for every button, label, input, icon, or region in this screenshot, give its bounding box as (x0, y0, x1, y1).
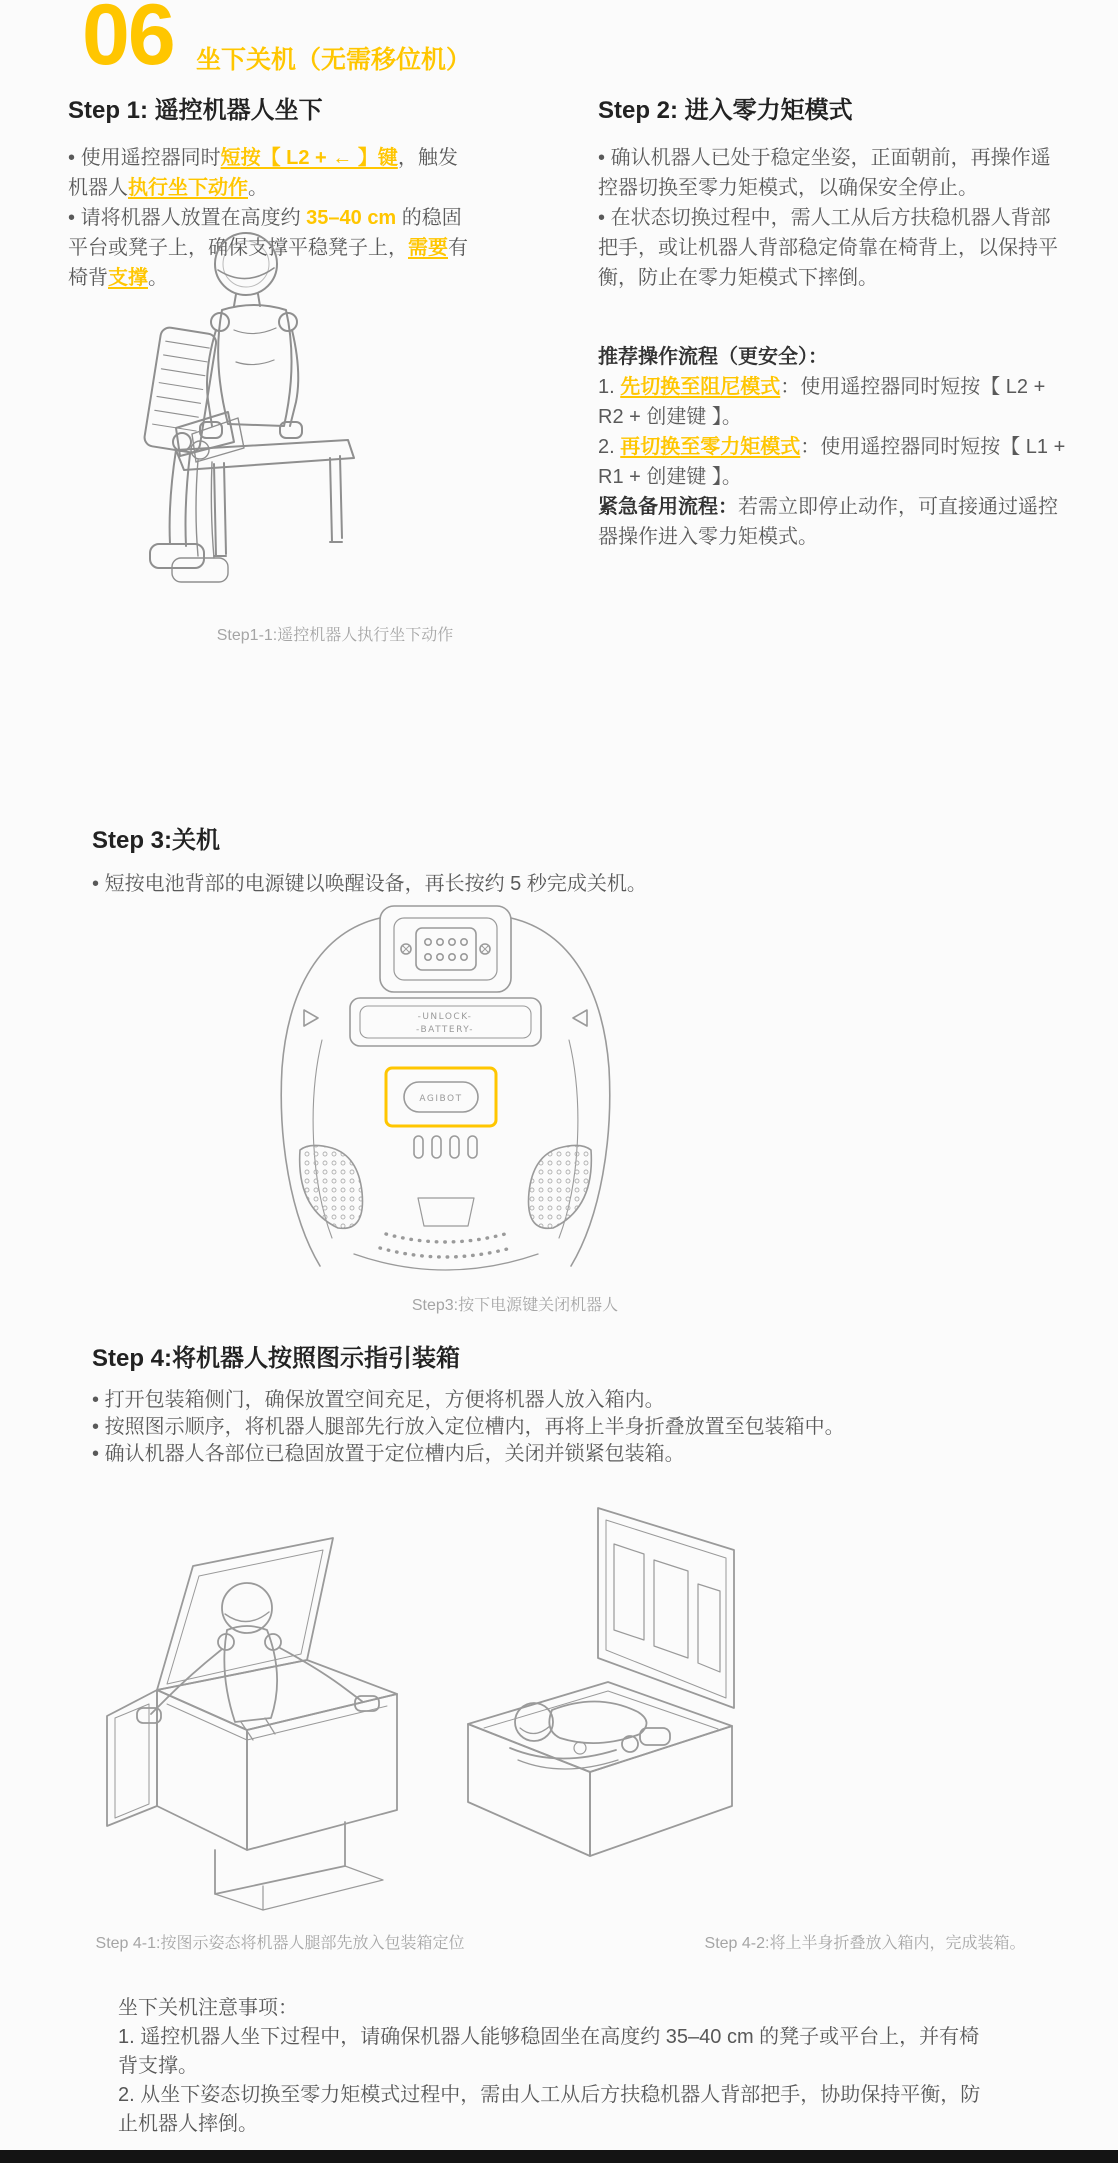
step1-b1-seg2: ，触发机器人 (68, 147, 458, 199)
left-arrow-mark (304, 1010, 318, 1026)
notes-section (118, 1994, 998, 2139)
step1-title: Step 1: 遥控机器人坐下 (68, 97, 323, 124)
page-title: 坐下关机（无需移位机） (196, 46, 472, 74)
notes-item-2: 2. 从坐下姿态切换至零力矩模式过程中，需由人工从后方扶稳机器人背部把手，协助保持平衡，防止机器人摔倒。 (118, 2084, 981, 2135)
foam-cutout (698, 1584, 720, 1672)
step1-b2-seg2: 的稳固平台或凳子上，确保支撑平稳凳子上， (68, 207, 462, 259)
crate-lid (157, 1538, 333, 1690)
step4-b1-text: 打开包装箱侧门，确保放置空间充足，方便将机器人放入箱内。 (104, 1389, 665, 1411)
foam-cutout (654, 1560, 688, 1658)
flow-emergency-label: 紧急备用流程： (598, 496, 738, 518)
notes-item-1: 1. 遥控机器人坐下过程中，请确保机器人能够稳固坐在高度约 35–40 cm 的凳子或平台上，并有椅背支撑。 (118, 2026, 980, 2077)
step4-1-caption: Step 4-1:按图示姿态将机器人腿部先放入包装箱定位 (95, 1935, 465, 1952)
step1-b1-seg0: 使用遥控器同时 (80, 147, 221, 169)
robot-leg-folded (510, 1748, 616, 1759)
step4-2-caption: Step 4-2:将上半身折叠放入箱内，完成装箱。 (704, 1935, 1026, 1952)
flow-i1-num: 1. (598, 376, 621, 398)
robot-head-folded (515, 1703, 553, 1741)
step3-section (92, 820, 992, 899)
step3-title: Step 3:关机 (92, 827, 221, 854)
step4-bullet-1 (92, 1387, 1032, 1414)
flow-i2-num: 2. (598, 436, 621, 458)
flow-title: 推荐操作流程（更安全）： (598, 346, 828, 368)
unlock-label: -UNLOCK- (417, 1012, 473, 1022)
robot-head (215, 233, 277, 295)
packing-step2-illustration (448, 1492, 748, 1912)
step1-b2-seg0: 请将机器人放置在高度约 (80, 207, 307, 229)
step4-bullet-3 (92, 1441, 1032, 1468)
step4-title: Step 4:将机器人按照图示指引装箱 (92, 1345, 461, 1372)
step2-title: Step 2: 进入零力矩模式 (598, 97, 853, 124)
foam-cutout (614, 1544, 644, 1640)
crate-stand (215, 1822, 345, 1894)
bullet-glyph: • (92, 1443, 100, 1465)
flow-i1-text: ：使用遥控器同时短按【 L2 + R2 + 创建键 】。 (598, 376, 1046, 428)
step2-bullet-2 (598, 203, 1066, 293)
step1-bullet-1 (68, 143, 468, 203)
bullet-glyph: • (68, 147, 76, 169)
bench-seat (176, 440, 354, 470)
right-speaker-grille (529, 1145, 592, 1228)
flow-i2-text: ：使用遥控器同时短按【 L1 + R1 + 创建键 】。 (598, 436, 1066, 488)
notes-title: 坐下关机注意事项： (118, 1997, 298, 2019)
flow-i2-hl: 再切换至零力矩模式 (620, 436, 801, 458)
step1-b1-hl1: 短按【 L2 + ← 】键 (220, 147, 398, 169)
step3-bullet-1 (92, 869, 992, 899)
step4-b2-text: 按照图示顺序，将机器人腿部先行放入定位槽内，再将上半身折叠放置至包装箱中。 (104, 1416, 845, 1438)
robot-sitting-illustration (118, 212, 358, 612)
page-number: 06 (82, 0, 174, 83)
brand-label: AGIBOT (419, 1094, 463, 1104)
step1-b1-seg4: 。 (248, 177, 268, 199)
footer-bar (0, 2150, 1118, 2163)
flow-item-2 (598, 432, 1066, 492)
step2-b1-text: 确认机器人已处于稳定坐姿，正面朝前，再操作遥控器切换至零力矩模式，以确保安全停止。 (598, 147, 1051, 199)
step4-section (92, 1338, 1032, 1468)
battery-release-bar (350, 998, 541, 1046)
step3-b1-text: 短按电池背部的电源键以唤醒设备，再长按约 5 秒完成关机。 (104, 873, 647, 895)
step1-b2-hl1: 35–40 cm (306, 207, 397, 229)
box-opening (468, 1682, 732, 1772)
battery-label: -BATTERY- (416, 1025, 474, 1035)
step2-section (598, 90, 1066, 293)
bullet-glyph: • (92, 873, 100, 895)
power-key-illustration (258, 898, 633, 1283)
box-lid (598, 1508, 734, 1708)
step4-b3-text: 确认机器人各部位已稳固放置于定位槽内后，关闭并锁紧包装箱。 (104, 1443, 685, 1465)
bullet-glyph: • (598, 147, 606, 169)
recommended-flow-section (598, 342, 1066, 552)
step2-b2-text: 在状态切换过程中，需人工从后方扶稳机器人背部把手，或让机器人背部稳定倚靠在椅背上，以保持平衡，防止在零力矩模式下摔倒。 (598, 207, 1058, 289)
packing-step1-illustration (95, 1478, 435, 1913)
battery-led-indicators (414, 1136, 477, 1158)
bullet-glyph: • (92, 1416, 100, 1438)
left-speaker-grille (300, 1145, 363, 1228)
step1-b2-seg4: 有椅背 (68, 237, 468, 289)
robot-foot (150, 544, 204, 568)
bullet-glyph: • (598, 207, 606, 229)
lower-port (418, 1198, 474, 1226)
bullet-glyph: • (68, 207, 76, 229)
robot-shin (170, 450, 190, 546)
flow-emergency-text: 若需立即停止动作，可直接通过遥控器操作进入零力矩模式。 (598, 496, 1058, 548)
robot-left-arm (151, 1650, 221, 1714)
step1-b2-seg6: 。 (148, 267, 168, 289)
right-arrow-mark (573, 1010, 587, 1026)
step1-b2-hl2: 需要 (408, 237, 448, 259)
step1-b1-hl2: 执行坐下动作 (128, 177, 248, 199)
power-connector (416, 928, 476, 970)
step2-bullet-1 (598, 143, 1066, 203)
bullet-glyph: • (92, 1389, 100, 1411)
step3-caption: Step3:按下电源键关闭机器人 (411, 1297, 619, 1314)
flow-i1-hl: 先切换至阻尼模式 (620, 376, 781, 398)
step4-bullet-2 (92, 1414, 1032, 1441)
step1-b2-hl3: 支撑 (108, 267, 148, 289)
box-left-face (468, 1724, 590, 1856)
flow-item-1 (598, 372, 1066, 432)
dotted-arc (386, 1234, 505, 1242)
robot-torso (224, 1626, 277, 1722)
step1-caption: Step1-1:遥控机器人执行坐下动作 (216, 627, 454, 644)
crate-left-face (157, 1690, 247, 1850)
flow-emergency (598, 492, 1066, 552)
